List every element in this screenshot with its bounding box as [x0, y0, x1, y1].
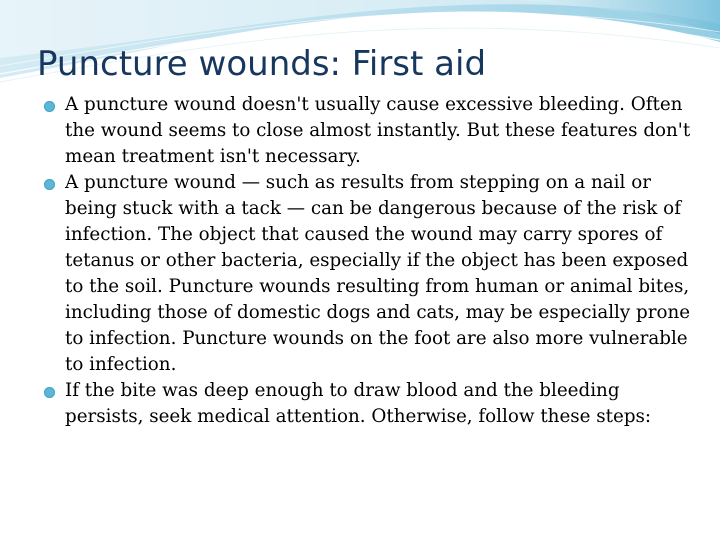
bullet-dot-icon	[44, 387, 55, 398]
bullet-item	[42, 378, 692, 430]
bullet-list	[42, 92, 692, 430]
slide-title: Puncture wounds: First aid	[37, 44, 487, 84]
bullet-item	[42, 170, 692, 378]
bullet-dot-icon	[44, 101, 55, 112]
bullet-text: If the bite was deep enough to draw blood and the bleeding persists, seek medical attention. Otherwise, follow these steps:	[65, 380, 652, 427]
bullet-text: A puncture wound doesn't usually cause excessive bleeding. Often the wound seems to close almost instantly. But these features don't mean treatment isn't necessary.	[65, 94, 691, 167]
bullet-text: A puncture wound — such as results from stepping on a nail or being stuck with a tack — can be dangerous because of the risk of infection. The object that caused the wound may carry spores of tetanus or other bacteria, especially if the object has been exposed to the soil. Puncture wounds resulting from human or animal bites, including those of domestic dogs and cats, may be especially prone to infection. Puncture wounds on the foot are also more vulnerable to infection.	[65, 172, 691, 375]
bullet-dot-icon	[44, 179, 55, 190]
bullet-item	[42, 92, 692, 170]
